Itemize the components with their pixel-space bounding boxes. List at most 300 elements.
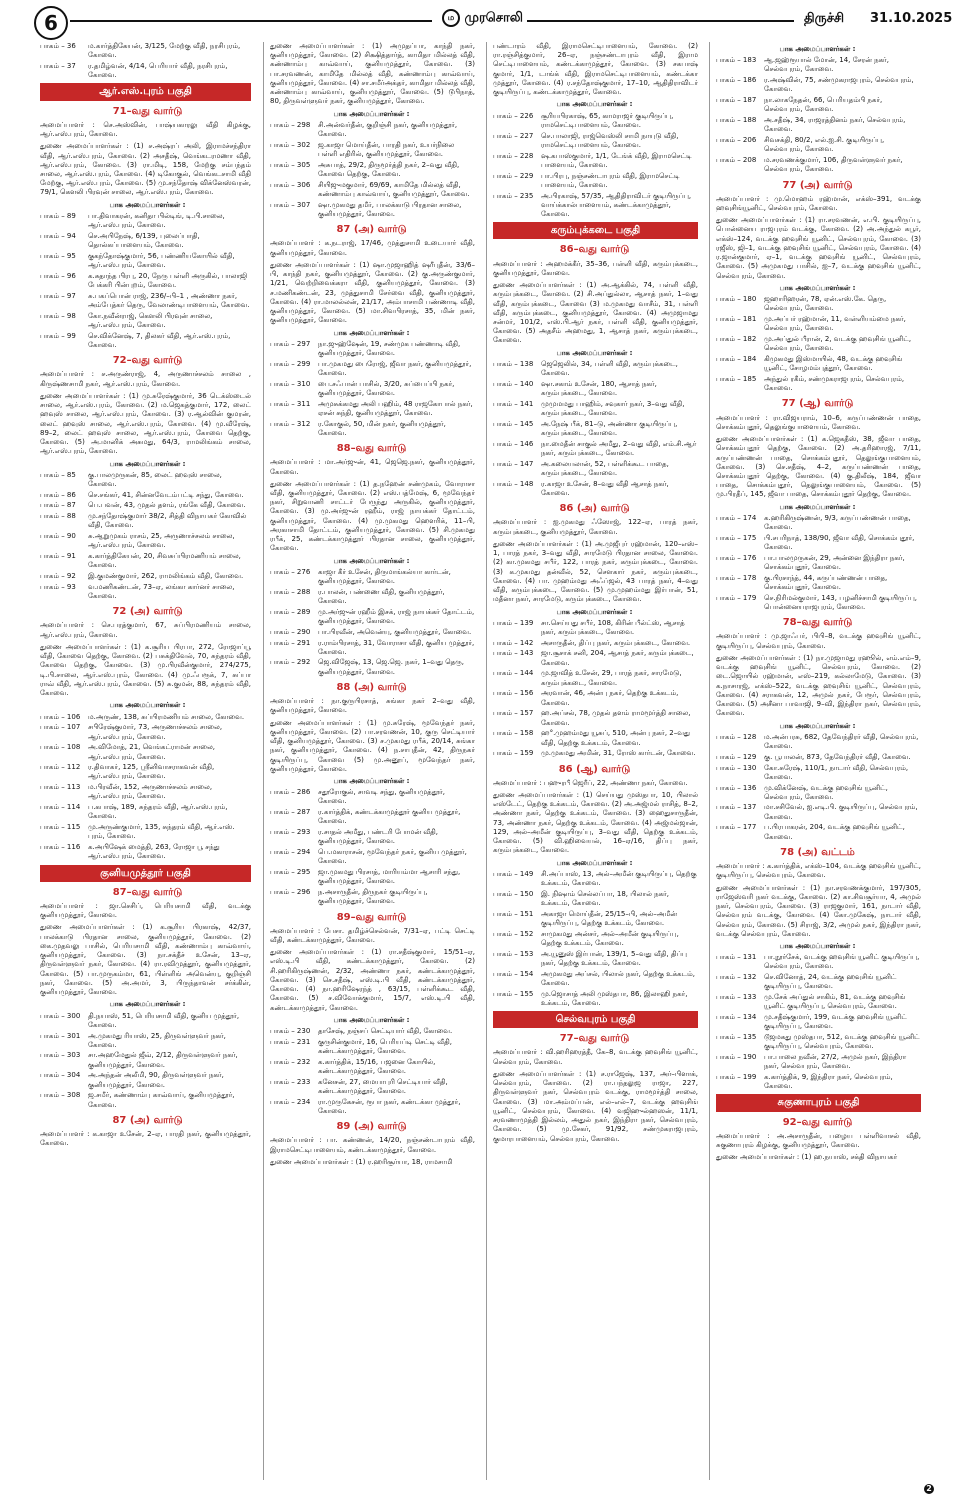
page-number: 6 xyxy=(34,6,68,40)
booth-number: பாகம் – 141 xyxy=(493,399,534,408)
booth-row xyxy=(716,375,921,393)
booth-number: பாகம் – 134 xyxy=(716,1013,757,1022)
booth-row xyxy=(716,993,921,1011)
booth-address: ஆ.ஜஹ்ரூயால் மோன், 14, சேரன் நகர், செல்வபுரம், கோவை. xyxy=(764,56,889,74)
column-1 xyxy=(40,42,255,1480)
booth-address: சா.அஹமேதுல் ஜீவ், 2/12, திருவள்ளுவர் நகர், குனியமுத்தூர், கோவை. xyxy=(88,1051,238,1069)
booth-address: வ.மணிகண்டன், 73–ஏ, லங்கா கார்னர் சாலை, கோவை. xyxy=(88,582,235,601)
booth-address: சிவசக்தி, 80/2, எல்.ஐ.சி. குடியிருப்பு, செல்வபுரம், கோவை. xyxy=(764,136,885,154)
organizer: அமைப்பாளர் : க.நடராஜ், 17/46, முத்துசாமி உடையார் வீதி, குனியமுத்தூர், கோவை. xyxy=(270,239,475,257)
booth-number: பாகம் – 89 xyxy=(40,211,76,220)
booth-number: பாகம் – 308 xyxy=(40,1091,81,1100)
booth-row xyxy=(716,56,921,74)
booth-row xyxy=(493,930,698,948)
booth-number: பாகம் – 132 xyxy=(716,973,757,982)
deputy-organizers: துணை அமைப்பாளர்கள் : (1) த.நஹேன் சண்முகம், வோராசா வீதி, குனியமுத்தூர், கோவை. (2) எஸ்.பத்மேஷ், 6, மூவேந்தர் நகர், சிறுவாணி சாட்டர் பேருந்து அருகில், குனியமுத்தூர், கோவை. (3) மு.அர்ஜுன் ரஹீம், ராஜ் நாயக்கர் தோட்டம், குனியமுத்தூர், கோவை. (4) மு.முகமது ஹெளரிக், 11–பி, அரகாசாமி தோட்டம், குனியமுத்தூர், கோவை. (5) சி.முகமது ரபீக், 25, கண்டக்காமுத்தூர் பிரதான சாலை, குனியமுத்தூர், கோவை. xyxy=(270,479,475,553)
organizer: அமைப்பாளர் : பேசா. தமிழ்ச்செல்வன், 7/31–ஏ, பட்டி செட்டி வீதி, கண்டக்காமுத்தூர், கோவை. xyxy=(270,926,475,944)
booth-row xyxy=(270,868,475,886)
booth-address: அமுகமது அப்சல், பிலால் நகர், தெற்கு உக்கடம், கோவை. xyxy=(541,969,695,987)
booth-row xyxy=(270,380,475,398)
column-4 xyxy=(709,42,925,1480)
booth-row xyxy=(493,970,698,988)
booth-number: பாகம் – 287 xyxy=(270,808,311,817)
booth-number: பாகம் – 183 xyxy=(716,56,757,65)
booth-number: பாகம் – 206 xyxy=(716,136,757,145)
booth-number: பாகம் – 108 xyxy=(40,743,81,752)
ward-heading: 72–வது வார்டு xyxy=(112,355,183,367)
booth-address: மு.அருண்குமார், 135, சுந்தரம் வீதி, ஆர்.எஸ். புரம், கோவை. xyxy=(88,823,235,841)
booth-row xyxy=(493,460,698,478)
booth-number: பாகம் – 146 xyxy=(493,439,534,448)
booth-row xyxy=(40,843,251,861)
masthead xyxy=(0,0,972,40)
booth-row xyxy=(493,669,698,687)
booth-number: பாகம் – 95 xyxy=(40,251,76,260)
booth-number: பாகம் – 297 xyxy=(270,339,311,348)
booth-address: பா.பாலை நவீன், 27/2, அமுல் நகர், இந்திரா நகர், செல்வபுரம், கோவை. xyxy=(764,1053,907,1071)
booth-address: மு.சந்தோஷ்குமார் 38/2, சித்தி விநாயகர் கோவில் வீதி, கோவை. xyxy=(88,512,247,530)
ward-heading: 86–வது வார்டு xyxy=(559,244,630,256)
booth-address: தாசேஷ், நஞ்சப் செட்டியார் வீதி, கோவை. xyxy=(318,1027,453,1036)
booth-number: பாகம் – 97 xyxy=(40,291,76,300)
edition-date: 31.10.2025 xyxy=(870,11,953,26)
area-heading: சுகுணாபுரம் பகுதி xyxy=(716,1094,921,1111)
booth-row xyxy=(40,62,251,80)
booth-address: பெ.பவன், 43, முதல் தளம், ரங்கே வீதி, கோவை. xyxy=(88,501,246,510)
booth-number: பாகம் – 311 xyxy=(270,399,311,408)
booth-heading: பாக அமைப்பாளர்கள் : xyxy=(333,556,410,565)
booth-address: சதூரோகுல், சாவடி சந்து, குனியமுத்தூர், கோவை. xyxy=(318,788,445,806)
booth-row xyxy=(493,360,698,378)
booth-address: ர.அஷ்வின், 75, சண்முகராஜபுரம், செல்வபுரம், கோவை. xyxy=(764,76,914,94)
booth-row xyxy=(270,420,475,438)
booth-number: பாகம் – 140 xyxy=(493,379,534,388)
booth-row xyxy=(40,312,251,330)
booth-number: பாகம் – 106 xyxy=(40,712,81,721)
booth-number: பாகம் – 182 xyxy=(716,335,757,344)
booth-row xyxy=(40,332,251,350)
booth-address: கனேசன், 27, மையாபுரி செட்டியார் வீதி, கண்டக்காமுத்தூர், கோவை. xyxy=(318,1077,448,1095)
deputy-organizers: துணை அமைப்பாளர்கள் : (1) ரா.சதீஷ்குமார், 15/51–ஏ, எஸ்.டி.பி வீதி, கண்டக்காமுத்தூர், கோவை. (2) சி.ஹரிகிருஷ்ணன், 2/32, அண்ணா நகர், கண்டக்காமுத்தூர், கோவை. (3) செ.சதீஷ், எஸ்.டி.பி வீதி, கண்டக்காமுத்தூர், கோவை. (4) நா.ஹரிஷேரந்த் , 63/15, பள்ளிக்கூட வீதி, கோவை. (5) ச.விவோக்குமார், 15/7, எஸ்.டி.பி வீதி, கண்டக்காமுத்தூர், கோவை. xyxy=(270,948,475,1012)
booth-row xyxy=(40,743,251,761)
booth-address: ஷா.முகமது தமீர், பாலக்காடு பிரதான சாலை, குனியமுத்தூர், கோவை. xyxy=(318,200,462,218)
deputy-organizers: துணை அமைப்பாளர்கள் : (1) அ.ஆக்கில், 74, பள்ளி வீதி, கரும்புக்கடை, கோவை. (2) சி.அப்துல்லா, ஆசாத் நகர், 1–வது வீதி, கரும்புக்கடை, கோவை (3) ம.முகமது வாசீம், 31, பள்ளி வீதி, கரும்புக்கடை, குனியமுத்தூர், கோவை. (4) அமுஜாமது சன்மர், 101/2, எஸ்.பி.ஆர் நகர், பள்ளி வீதி, குனியமுத்தூர், கோவை. (5) அதசீம் அஹமது, 1, ஆசாத் நகர், கரும்புக்கடை, கோவை. xyxy=(493,281,698,345)
booth-number: பாகம் – 208 xyxy=(716,156,757,165)
booth-address: ர.கார்த்திக், கண்டக்காமுத்தூர் குனிய முத்தூர், கோவை. xyxy=(318,808,461,826)
booth-address: அ.யூனுஸ் இர்பான், 139/1, 5–வது வீதி, திப்பு நகர், தெற்கு உக்கடம், கோவை. xyxy=(541,949,687,967)
ward-heading: 86 (அ) வார்டு xyxy=(559,503,630,515)
booth-row xyxy=(716,355,921,373)
deputy-organizers: துணை அமைப்பாளர்கள் : (1) அமுதப்பா, காந்தி நகர், குனியமுத்தூர், கோவை. (2) சிக்ஷித்தார்த், காமிதா மில்லத் வீதி, கண்ணாம்பு காவ்வாய், குனியமுத்தூர், கோவை. (3) பா.சரவணன், காமிதே மில்லத் வீதி, கண்ணாம்பு காவ்வாய், குனியமுத்தூர், கோவை. (4) சா.சமீர்அக்தர், காமிதா மில்லத் வீதி, கண்ணாம்பு காவ்வாய், குனியமுத்தூர், கோவை. (5) டூபிநாத், 80, திருவள்ளுவர் நகர், குனியமுத்தூர், கோவை. xyxy=(270,42,475,106)
booth-row xyxy=(716,973,921,991)
booth-row xyxy=(716,574,921,592)
header-rule-left xyxy=(70,20,432,22)
booth-row xyxy=(270,588,475,606)
booth-address: ம.அன்பரசு, 682, தேவேந்திரர் வீதி, செல்வபுரம், கோவை. xyxy=(764,732,919,751)
booth-number: பாகம் – 133 xyxy=(716,993,757,1002)
booth-number: பாகம் – 186 xyxy=(716,76,757,85)
booth-address: க.சுதாந்த பிரபு, 20, நேரு பள்ளி அருகில், பாலாஜி பேக்கரி பின்புறம், கோவை. xyxy=(88,271,248,290)
booth-address: ந.அசாருதீன், திருநகர் குடியிருப்பு, குனியமுத்தூர், கோவை. xyxy=(318,888,428,906)
booth-number: பாகம் – 92 xyxy=(40,572,76,581)
booth-number: பாகம் – 136 xyxy=(716,783,757,792)
booth-address: மு.சதீஷ்குமார், 199, வடக்கு ஹவுசிங் யூனிட் குடியிருப்பு, கோவை. xyxy=(764,1013,907,1031)
booth-row xyxy=(270,828,475,846)
booth-list xyxy=(716,56,921,174)
booth-heading: பாக அமைப்பாளர்கள் : xyxy=(333,328,410,337)
booth-number: பாகம் – 155 xyxy=(493,989,534,998)
booth-number: பாகம் – 137 xyxy=(716,803,757,812)
booth-row xyxy=(40,292,251,310)
booth-row xyxy=(493,132,698,150)
booth-number: பாகம் – 276 xyxy=(270,567,311,576)
booth-address: பெ.மகாராசன், மூவேந்தர் நகர், குனிய முத்தூர், கோவை. xyxy=(318,848,467,866)
booth-row xyxy=(716,315,921,333)
booth-number: பாகம் – 115 xyxy=(40,823,81,832)
booth-address: பா.பிரவீன், அவென்யு, குனியமுத்தூர், கோவை. xyxy=(318,627,472,636)
deputy-organizers: துணை அமைப்பாளர்கள் : (1) க.சூரிய பிரகாஷ், 42/37, பாலக்காடு பிரதான சாலை, குனியமுத்தூர், கோவை. (2) கை.முதவலு பாசில், பெரியசாமி வீதி, கண்ணாம்பு காவ்வாய், குனியமுத்தூர், கோவை. (3) நா.சக்தீச் உசேன், 13–ஏ, திருவள்ளுவர் நகர், கோவை. (4) ரா.ரவிமுத்தூர், குனியமுத்தூர், கோவை. (5) பா.முருகம்மா, 61, பிள்ளிங் அவென்யு, குறிஞ்சி நகர், கோவை. (5) அ.அமர், 3, பிருந்தாவன் சர்க்கிள், குனியமுத்தூர், கோவை. xyxy=(40,923,251,997)
column-2 xyxy=(263,42,479,1480)
booth-row xyxy=(270,1058,475,1076)
booth-number: பாகம் – 87 xyxy=(40,501,76,510)
booth-number: பாகம் – 185 xyxy=(716,374,757,383)
booth-number: பாகம் – 153 xyxy=(493,949,534,958)
booth-number: பாகம் – 158 xyxy=(493,729,534,738)
booth-address: க.ஹரிகிருஷ்ணன், 9/3, கருப்பண்ணன் பாதை, கோவை. xyxy=(764,513,911,532)
booth-row xyxy=(716,116,921,134)
booth-row xyxy=(40,272,251,290)
booth-row xyxy=(716,295,921,313)
ward-heading: 77 (அ) வார்டு xyxy=(782,179,853,191)
booth-address: கிமுகமது இஸ்மாயில், 48, வடக்கு ஹவுசிங் யூனிட், சோழமம்புத்தூர், கோவை. xyxy=(764,354,903,373)
booth-number: பாகம் – 306 xyxy=(270,180,311,189)
booth-address: அகாஜா மொய்தீன், 25/15–பி, அல்–அமீன் குடியிருப்பு, தெற்கு உக்கடம், கோவை. xyxy=(541,909,677,927)
booth-number: பாகம் – 99 xyxy=(40,331,76,340)
booth-address: ர.தமிழ்வன், 4/14, பெரியார் வீதி, நரசிபுரம், கோவை. xyxy=(88,61,228,80)
booth-row xyxy=(493,440,698,458)
booth-address: மா.சசிவேல், ஐ.எடி.பி. குடியிருப்பு, செல்வபுரம், கோவை. xyxy=(764,803,918,821)
booth-address: செ.அபிநேஷ், 6/139, புலைப்பாதி, தொல்கப்பாளையம், கோவை. xyxy=(88,231,200,250)
booth-row xyxy=(716,764,921,782)
booth-address: ர.கோகுல், 50, மின் நகர், குனியமுத்தூர், கோவை. xyxy=(318,419,446,437)
deputy-organizers: துணை அமைப்பாளர்கள் : (1) நா.முஜாமது ரஹூல், எம்.எம்–9, வடக்கு ஹவுசிங் யூனிட், செல்வபுரம், கோவை. (2) டை.ஜொயில் ரஹ்மான், எஸ்–219, கல்லாமேடு, கோவை. (3) க.நாசாரஜ், எக்ஸ்–522, வடக்கு ஹவுசிங் யூனிட், செல்வபுரம், கோவை. (4) சராகவன், 12, அமுல் நகர், பேரூர், செல்வபுரம், கோவை. (5) அசீனா பாவாஜி, 9–வி, இந்திரா நகர், செல்வபுரம், கோவை. xyxy=(716,653,921,718)
booth-number: பாகம் – 292 xyxy=(270,658,311,667)
booth-list xyxy=(270,568,475,677)
booth-row xyxy=(40,491,251,500)
booth-address: மு.அப்துல் பீரான், 2, வடக்கு ஹவுசிங் யூனிட், செல்வபுரம், கோவை. xyxy=(764,335,912,353)
booth-number: பாகம் – 98 xyxy=(40,311,76,320)
booth-number: பாகம் – 188 xyxy=(716,116,757,125)
booth-address: மு.முகமது அமின், 31, ரோஸ் கார்டன், கோவை. xyxy=(541,749,696,758)
booth-address: குகந்தோஷ்குமார், 56, பண்ணியகோயில் வீதி, ஆர்.எஸ்.புரம், கோவை. xyxy=(88,251,235,270)
booth-address: கு.பாலமுருகன், 85, லைட் ஹவுஸ் சாலை, கோவை. xyxy=(88,470,222,488)
booth-row xyxy=(270,608,475,626)
booth-number: பாகம் – 303 xyxy=(40,1051,81,1060)
booth-list xyxy=(40,212,251,350)
area-heading: செல்வபுரம் பகுதி xyxy=(493,1011,698,1028)
booth-address: ஹ.அப்சல், 78, முதல் தளம் ராமமூர்த்தி சாலை, கோவை. xyxy=(541,709,691,727)
booth-row xyxy=(40,723,251,741)
ward-heading: 89–வது வார்டு xyxy=(336,911,407,923)
booth-address: ம.பிரவீன், 152, அருணாச்சலம் சாலை, ஆர்.எஸ்.புரம், கோவை. xyxy=(88,783,213,801)
booth-address: மு.விக்னேஷ், வடக்கு ஹவுசிங் யூனிட், செல்வபுரம், கோவை. xyxy=(764,783,888,801)
booth-number: பாகம் – 37 xyxy=(40,61,76,70)
booth-address: சூரியபிரகாஷ், 65, காமராஜர் குடியிருப்பு, ராமசெட்டிபாளையம், கோவை. xyxy=(541,111,674,129)
booth-address: பா.முகமது பைரோஜ், ஜீவா நகர், குனியமுத்தூர், கோவை. xyxy=(318,359,472,377)
booth-heading: பாக அமைப்பாளர்கள் : xyxy=(109,459,186,468)
booth-row xyxy=(493,990,698,1008)
booth-address: ம.கார்த்திகேயன், 3/125, மேற்கு வீதி, நரசிபுரம், கோவை. xyxy=(88,42,241,60)
booth-number: பாகம் – 230 xyxy=(270,1027,311,1036)
booth-address: தி.நயாஸ், 51, பெரியசாமி வீதி, குனிய முத்தூர், கோவை. xyxy=(88,1011,240,1029)
booth-row xyxy=(270,628,475,637)
booth-number: பாகம் – 154 xyxy=(493,969,534,978)
booth-number: பாகம் – 305 xyxy=(270,160,311,169)
deputy-organizers: துணை அமைப்பாளர்கள் : (1) க.ஜெகதீஸ், 38, ஜீவா பாதை, சொக்கம்புதூர் தெற்கு, கோவை. (2) அ.தரிஹாரஜ், 7/11, கருப்பண்ணன் பாதை, சொக்கம்புதூர், தெலுங்குபாளையம், கோவை. (3) செ.சதீஷ், 4–2, கருப்பண்ணன் பாதை, சொக்கம்புதூர் தெற்கு, கோவை. (4) கு.திலீஷ், 184, ஜீவா பாதை, சொக்கம்புதூர், தெலுங்குபாளையம், கோவை. (5) மு.பிரதீப், 145, ஜீவா பாதை, சொக்கம்புதூர் தெற்கு, கோவை. xyxy=(716,435,921,499)
booth-address: இ. நிஷாம் செல்லப்பா, 18, பிலால் நகர், உக்கடம், கோவை. xyxy=(541,889,669,908)
booth-row xyxy=(270,141,475,159)
booth-row xyxy=(270,400,475,418)
booth-address: ஜா.சூசாக் சனி, 204, ஆசாத் நகர், கரும்புக்கடை, கோவை. xyxy=(541,649,694,667)
booth-list xyxy=(270,788,475,906)
deputy-organizers: பண்டாரம் வீதி, இராமசெட்டிபாளையம், கோவை. (2) ரா.ரஞ்சித்குமார், 26–ஏ, நஞ்சண்டாபுரம் வீதி, இராம செட்டிபாளையம், கண்டக்காமுத்தூர், கோவை. (3) சகபாஷ் குமார், 1/1, டாங்க் வீதி, இராமசெட்டிபாளையம், கண்டக்கா முத்தூர், கோவை. (4) ர.சந்தோஷ்குமார், 17–10, ஆதிதிராவிடர் குடியிருப்பு, கண்டக்காமுத்தூர், கோவை. xyxy=(493,42,698,97)
booth-row xyxy=(716,733,921,751)
booth-address: அ.சதீஷ், 34, ராஜரத்தினம் நகர், செல்வபுரம், கோவை. xyxy=(764,116,906,134)
booth-row xyxy=(40,803,251,821)
booth-number: பாகம் – 144 xyxy=(493,669,534,678)
organizer: அமைப்பாளர் : மா.அர்ஜுன், 41, ஜெஜெ.நகர், குனியமுத்தூர், கோவை. xyxy=(270,458,475,476)
booth-number: பாகம் – 147 xyxy=(493,459,534,468)
booth-number: பாகம் – 233 xyxy=(270,1077,311,1086)
booth-row xyxy=(40,232,251,250)
booth-number: பாகம் – 288 xyxy=(270,587,311,596)
booth-address: சபிரேஷ்குமார், 73, அருணாச்சலம் சாலை, ஆர்.எஸ்.புரம், கோவை. xyxy=(88,723,223,741)
booth-row xyxy=(716,753,921,762)
organizer: அமைப்பாளர் : பா. கண்ணன், 14/20, நஞ்சண்டாபுரம் வீதி, இராமசெட்டிபாளையம், கண்டக்காமுத்தூர், கோவை. xyxy=(270,1136,475,1154)
booth-number: பாகம் – 88 xyxy=(40,512,76,521)
booth-row xyxy=(716,76,921,94)
booth-heading: பாக அமைப்பாளர்கள் : xyxy=(333,777,410,785)
booth-row xyxy=(716,1073,921,1091)
booth-number: பாகம் – 93 xyxy=(40,582,76,591)
booth-row xyxy=(270,658,475,676)
ward-heading: 78–வது வார்டு xyxy=(782,617,853,629)
booth-list xyxy=(493,360,698,498)
booth-list xyxy=(716,514,921,612)
booth-address: அமுசுக்கமது அலி பஹிம், 48 ராஜகோபால் நகர், ஏசன் சுந்தி, குனியமுத்தூர், கோவை. xyxy=(318,399,473,417)
ward-heading: 77 (ஆ) வார்டு xyxy=(781,398,854,410)
deputy-organizers: துணை அமைப்பாளர்கள் : (1) க.சூரிய பிரபா, 272, ரோஜாப்பூ வீதி, கோவை தெற்கு, கோவை. (2) பசுக்திவேல், 70, சுந்தரம் வீதி, கோவை தெற்கு, கோவை. (3) மு.பிரவீன்குமார், 274/275, டி.பி.சாலை, ஆர்.எஸ்.புரம், கோவை. (4) மு.ஃபரூக், 7, சுப்பா ராவ் வீதி, ஆர்.எஸ்.புரம், கோவை. (5) சு.குமன், 88, சுந்தரம் வீதி, கோவை. xyxy=(40,642,251,698)
booth-address: பி.சபரிநாத், 138/90, ஜீவா வீதி, சொக்கம்புதூர், கோவை. xyxy=(764,533,915,552)
ward-heading: 89 (அ) வார்டு xyxy=(336,1121,407,1133)
ward-heading: 87 (அ) வார்டு xyxy=(336,224,407,236)
booth-number: பாகம் – 159 xyxy=(493,749,534,758)
booth-list xyxy=(716,953,921,1091)
booth-number: பாகம் – 138 xyxy=(493,359,534,368)
booth-number: பாகம் – 107 xyxy=(40,723,81,732)
booth-address: ஷ.கபாஸ்குமார், 1/1, டேங்க் வீதி, இராமசெட்டி பாளையம், கோவை. xyxy=(541,151,692,169)
booth-list xyxy=(493,112,698,220)
booth-row xyxy=(716,953,921,971)
booth-row xyxy=(270,360,475,378)
booth-row xyxy=(40,252,251,270)
booth-number: பாகம் – 229 xyxy=(493,171,534,180)
booth-row xyxy=(493,910,698,928)
booth-address: கோ.நவீன்ராஜ், கௌலி பிரவுன் சாலை, ஆர்.எஸ்.புரம், கோவை. xyxy=(88,311,213,329)
booth-address: ஜா.முகமது பிரசாத், மாரியம்மா ஆசாரி சந்து, குனியமுத்தூர், கோவை. xyxy=(318,868,461,886)
booth-number: பாகம் – 298 xyxy=(270,120,311,129)
organizer: அமைப்பாளர் : ஐ.முகமது ஃஸோஜ், 122–ஏ, பாரத் நகர், கரும்புக்கடை, குனியமுத்தூர், கோவை. xyxy=(493,518,698,536)
booth-number: பாகம் – 179 xyxy=(716,593,757,602)
deputy-organizers: துணை அமைப்பாளர்கள் : (1) ஷா.முஜாஹித் ஷரீபுதீன், 33/6–பி, காந்தி நகர், குனியமுத்தூர், கோவை. (2) கு.அருண்குமார், 1/21, வெற்றிவைக்கரா வீதி, குனியமுத்தூர், கோவை. (3) ச.மணிகண்டன், 23, முத்துசாமி சேர்வை வீதி, குனியமுத்தூர், கோவை. (4) ரா.மாலல்லன், 21/17, அம்பாசாமி பண்ணாடி வீதி, குனியமுத்தூர், கோவை. (5) மா.சிவபிரசாத், 35, மின் நகர், குனியமுத்தூர், கோவை. xyxy=(270,260,475,325)
booth-row xyxy=(270,888,475,906)
booth-row xyxy=(40,42,251,60)
booth-list xyxy=(40,1012,251,1110)
booth-list xyxy=(40,471,251,602)
booth-row xyxy=(40,552,251,570)
booth-number: பாகம் – 299 xyxy=(270,359,311,368)
booth-number: பாகம் – 131 xyxy=(716,953,757,962)
booth-number: பாகம் – 148 xyxy=(493,479,534,488)
paper-name: முரசொலி xyxy=(464,10,524,26)
booth-number: பாகம் – 130 xyxy=(716,763,757,772)
booth-address: க.கார்த்திக், 9, இந்திரா நகர், செல்வபுரம், கோவை. xyxy=(764,1073,893,1091)
booth-number: பாகம் – 234 xyxy=(270,1097,311,1106)
booth-number: பாகம் – 290 xyxy=(270,627,311,636)
booth-row xyxy=(270,201,475,219)
booth-row xyxy=(40,512,251,530)
booth-number: பாகம் – 226 xyxy=(493,111,534,120)
booth-row xyxy=(270,1078,475,1096)
booth-heading: பாக அமைப்பாளர்கள் : xyxy=(779,283,856,292)
area-heading: ஆர்.எஸ்.புரம் பகுதி xyxy=(40,83,251,100)
booth-number: பாகம் – 289 xyxy=(270,607,311,616)
booth-number: பாகம் – 139 xyxy=(493,618,534,627)
ward-heading: 86 (ஆ) வார்டு xyxy=(558,763,631,775)
booth-row xyxy=(40,823,251,841)
booth-number: பாகம் – 114 xyxy=(40,803,81,812)
booth-address: செ.நிரிமல்குமார், 143, பழனிச்சாமி குடியிருப்பு, பொன்னையராஜபுரம், கோவை. xyxy=(764,593,918,612)
ward-heading: 87 (அ) வார்டு xyxy=(112,1114,183,1126)
booth-number: பாகம் – 36 xyxy=(40,42,76,50)
booth-address: ரா.முருகேசன், ரூபா நகர், கண்டக்கா முத்தூர், கோவை. xyxy=(318,1097,461,1115)
ward-heading: 72 (அ) வார்டு xyxy=(112,606,183,618)
columns xyxy=(40,42,940,1480)
booth-row xyxy=(40,1091,251,1109)
booth-list xyxy=(493,619,698,759)
booth-row xyxy=(493,400,698,418)
booth-row xyxy=(40,713,251,722)
booth-row xyxy=(493,749,698,758)
booth-address: பா.நூர்சேக், வடக்கு ஹவுசிங் யூனிட் குடியிருப்பு, செல்வபுரம், கோவை. xyxy=(764,953,920,971)
booth-row xyxy=(716,1053,921,1071)
booth-row xyxy=(270,121,475,139)
booth-address: டூஜமகது முஸ்தபா, 512, வடக்கு ஹவுசிங் யூனிட் குடியிருப்பு, செல்வபுரம், கோவை. xyxy=(764,1033,920,1051)
booth-list xyxy=(270,340,475,438)
booth-number: பாகம் – 174 xyxy=(716,513,757,522)
area-heading: குனியமுத்தூர் பகுதி xyxy=(40,865,251,882)
booth-number: பாகம் – 190 xyxy=(716,1053,757,1062)
booth-number: பாகம் – 199 xyxy=(716,1073,757,1082)
booth-address: ஷா.சகாம் உசேன், 180, ஆசாத் நகர், கரும்புக்கடை, கோவை. xyxy=(541,379,657,398)
deputy-organizers: துணை அமைப்பாளர்கள் : (1) ரா.சரவணன், எ.பி. குடியிருப்பு, பொன்னைய ராஜபுரம் வடக்கு, கோவை. (2) அ.அந்துல் கபூர், எக்ஸ்–124, வடக்கு ஹவுசிங் யூனிட், செல்வபுரம், கோவை. (3) ரஜீஸ், ஜி–1, வடக்கு ஹவுசிங் யூனிட், செல்வபுரம், கோவை. (4) ர.ஜான்குமார், ஏ–1, வடக்கு ஹவுசிங் யூனிட், செல்வபுரம், கோவை. (5) அமுகமது பாசில், ஐ–7, வடக்கு ஹவுசிங் யூனிட், செல்வபுரம், கோவை. xyxy=(716,216,921,280)
deputy-organizers: துணை அமைப்பாளர்கள் : (1) செய்யது முஸ்தபா, 10, பிலால் எஸ்டேட், தெற்கு உக்கடம், கோவை. (2) அ.அஜ்மல் ராசித், 8–2, அண்ணா நகர், தெற்கு உக்கடம், கோவை. (3) ஹைதுசாருதீன், 73, அண்ணா நகர், தெற்கு உக்கடம், கோவை. (4) அஜ்மல்ஜான், 129, அல்–அமீன் குடியிருப்பு, 3–வது வீதி, தெற்கு உக்கடம், கோவை. (5) வி.ஹிவையல், 16–ஏ/16, திப்பு நகர், கரும்புக்கடை, கோவை. xyxy=(493,790,698,855)
booth-address: ஹ°.முஹம்மது யூசுப், 510, அன்பு நகர், 2–வது வீதி, தெற்கு உக்கடம், கோவை. xyxy=(541,729,690,747)
booth-row xyxy=(716,594,921,612)
booth-address: சி.அப்பாஸ், 13, அல்–அமீன் குடியிருப்பு, தெற்கு உக்கடம், கோவை. xyxy=(541,869,697,888)
booth-row xyxy=(716,514,921,532)
ward-heading: 77–வது வார்டு xyxy=(559,1033,630,1045)
booth-address: மு.ஜாவித் உசேன், 29, பாரத் நகர், சாரமேடு, கரும்புக்கடை, கோவை. xyxy=(541,669,682,687)
booth-list xyxy=(716,733,921,842)
booth-number: பாகம் – 187 xyxy=(716,96,757,105)
booth-number: பாகம் – 300 xyxy=(40,1011,81,1020)
booth-row xyxy=(270,161,475,179)
booth-row xyxy=(716,1033,921,1051)
booth-address: கு. பூபாலன், 873, தேவேந்திரர் வீதி, கோவை. xyxy=(764,752,911,761)
booth-address: செ.சங்கர், 41, சின்னவேடம்பட்டி சந்து, கோவை. xyxy=(88,490,244,499)
booth-row xyxy=(40,471,251,489)
booth-row xyxy=(40,572,251,581)
booth-address: க.கார்த்திக், 15/16, பஜனை கோயில், கண்டக்காமுத்தூர், கோவை. xyxy=(318,1057,436,1076)
booth-row xyxy=(493,950,698,968)
booth-row xyxy=(40,583,251,601)
booth-address: ஜெஜெலில், 34, பள்ளி வீதி, கரும்புக்கடை, கோவை. xyxy=(541,359,678,378)
booth-number: பாகம் – 152 xyxy=(493,929,534,938)
ward-heading: 71–வது வார்டு xyxy=(112,105,183,117)
deputy-organizers: துணை அமைப்பாளர்கள் : (1) மு.சுரேஷ்குமார், 36 டெக்ஸ்டைல் சாலை, ஆர்.எஸ்.புரம், கோவை. (2) ம.ஜெகத்குமார், 172, லைட் ஹவுஸ் சாலை, ஆர்.எஸ்.புரம், கோவை. (3) ர.ஆல்வின் குமரன், லைட் ஹவுஸ் சாலை, ஆர்.எஸ்.புரம், கோவை. (4) மு.வீரேஷ், 89–2, லைட் ஹவுஸ் சாலை, ஆர்.எஸ்.புரம், கோவை தெற்கு, கோவை. (5) அ.மானிக் அசுமது, 64/3, ராமலிங்கம் சாலை, ஆர்.எஸ்.புரம், கோவை. xyxy=(40,391,251,456)
booth-row xyxy=(493,639,698,648)
booth-row xyxy=(40,1012,251,1030)
booth-number: பாகம் – 96 xyxy=(40,271,76,280)
booth-address: அசுபாத், 29/2, திருமூர்த்தி நகர், 2–வது வீதி, கோவை தெற்கு, கோவை. xyxy=(318,160,460,179)
booth-list xyxy=(40,42,251,80)
booth-address: க.கார்த்திகேயன், 20, சிவசுப்பிரமணியம் சாலை, கோவை. xyxy=(88,552,241,570)
deputy-organizers: துணை அமைப்பாளர்கள் : (1) ர.ஹரிசூர்யா, 18, ராமசாமி xyxy=(270,1157,453,1166)
booth-row xyxy=(493,649,698,667)
booth-number: பாகம் – 135 xyxy=(716,1033,757,1042)
booth-address: பை.சஃபான் பாசில், 3/20, சுப்பைப்பி நகர், குனியமுத்தூர், கோவை. xyxy=(318,379,455,397)
booth-number: பாகம் – 235 xyxy=(493,191,534,200)
booth-number: பாகம் – 228 xyxy=(493,151,534,160)
booth-heading: பாக அமைப்பாளர்கள் : xyxy=(333,1015,410,1024)
booth-heading: பாக அமைப்பாளர்கள் : xyxy=(779,941,856,950)
booth-address: அசாருதீன், திப்பு நகர், கரும்புக்கடை, கோவை. xyxy=(541,638,691,647)
booth-address: செ.வினோத், 24, வடக்கு ஹவுசிங் யூனிட் குடியிருப்பு, கோவை. xyxy=(764,973,897,991)
booth-row xyxy=(270,568,475,586)
booth-row xyxy=(493,689,698,707)
booth-address: அ.கலையலான், 52, பள்ளிக்கூட பாதை, கரும்புக்கடை, கோவை. xyxy=(541,459,669,478)
booth-row xyxy=(270,1027,475,1036)
organizer: அமைப்பாளர் : நா.குருபிரசாத், சுங்கா நகர் 2–வது வீதி, குனியமுத்தூர், கோவை. xyxy=(270,697,475,715)
organizer: அமைப்பாளர் : செ.அஸ்வின், பாஷ்யகாரலு வீதி கிழக்கு, ஆர்.எஸ்.புரம், கோவை. xyxy=(40,120,251,139)
booth-heading: பாக அமைப்பாளர்கள் : xyxy=(779,502,856,511)
booth-row xyxy=(716,96,921,114)
booth-row xyxy=(493,890,698,908)
booth-address: ப.கபாஷ், 189, சுந்தரம் வீதி, ஆர்.எஸ்.புரம், கோவை. xyxy=(88,803,228,821)
booth-address: கோ.சுரேஷ், 110/1, நாடார் வீதி, செல்வபுரம், கோவை. xyxy=(764,763,909,781)
booth-row xyxy=(270,808,475,826)
booth-list xyxy=(40,713,251,862)
booth-number: பாகம் – 129 xyxy=(716,752,757,761)
booth-number: பாகம் – 85 xyxy=(40,470,76,479)
booth-row xyxy=(40,501,251,510)
booth-address: ப.பிரபாகரன், 204, வடக்கு ஹவுசிங் யூனிட், கோவை. xyxy=(764,823,905,841)
booth-row xyxy=(493,112,698,130)
booth-number: பாகம் – 175 xyxy=(716,533,757,542)
booth-number: பாகம் – 113 xyxy=(40,783,81,792)
booth-number: பாகம் – 112 xyxy=(40,763,81,772)
